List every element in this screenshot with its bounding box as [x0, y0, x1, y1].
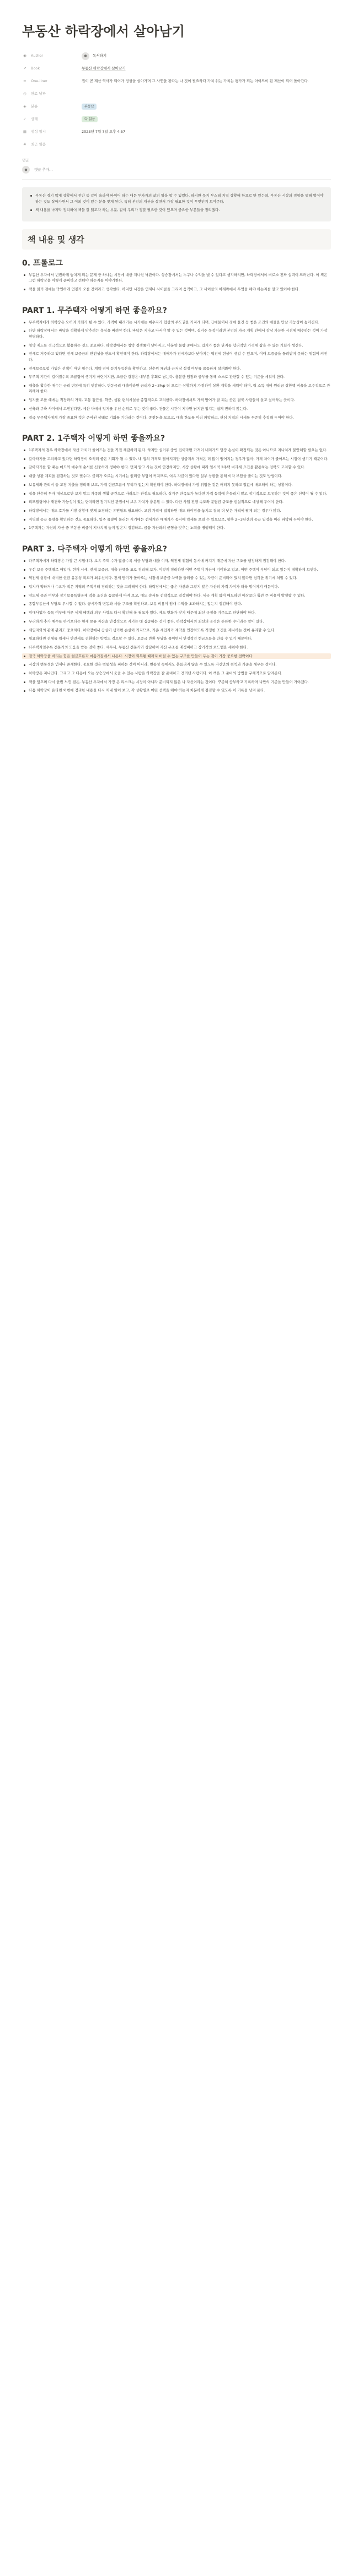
- list-item: 다주택자에게 하락장은 가장 큰 시험대다. 보유 주택 수가 많을수록 세금 부담과 대출 이자, 역전세 위험이 동시에 커지기 때문에 자산 구조를 냉정하게 점검해야 한다.: [22, 558, 331, 564]
- property-key: [22, 104, 82, 110]
- property-text: 2023년 7월 7일 오후 4:57: [82, 129, 126, 134]
- bullet-list: [22, 558, 331, 694]
- list-item: 전세로 거주하고 있다면 전세 보증금의 안전성을 반드시 확인해야 한다. 하락장에서는 매매가가 전세가보다 낮아지는 역전세 현상이 생길 수 있으며, 이때 보증금을 돌려받지 못하는 위험이 커진다.: [22, 351, 331, 362]
- property-key-label: 완료 날짜: [31, 91, 46, 96]
- list-item: 대출 상환 계획을 점검하는 것도 필수다. 금리가 오르는 시기에는 원리금 부담이 커지므로, 여유 자금이 있다면 일부 상환을 통해 이자 부담을 줄이는 것도 방법이다.: [22, 473, 331, 479]
- property-row[interactable]: [22, 113, 331, 126]
- list-item: 리모델링이나 재건축 가능성이 있는 단지라면 장기적인 관점에서 보유 가치가 충분할 수 있다. 다만 사업 진행 속도와 분담금 규모를 현실적으로 예상해 두어야 한다.: [22, 499, 331, 505]
- list-item: 양도세 중과 여부와 장기보유특별공제 적용 조건을 꼼꼼하게 따져 보고, 매도 순서를 전략적으로 결정해야 한다. 세금 계획 없이 매도하면 예상보다 훨씬 큰 비용이 발생할 수 있다.: [22, 593, 331, 599]
- avatar: ●: [22, 166, 30, 174]
- text-icon: ≡: [23, 79, 26, 84]
- property-row[interactable]: [22, 100, 331, 113]
- list-item: 입지를 고를 때에는 직장과의 거리, 교통 접근성, 학군, 생활 편의시설을 종합적으로 고려한다. 하락장에서도 가격 방어가 잘 되는 곳은 결국 사람들이 살고 싶어하는 곳이다.: [22, 397, 331, 403]
- property-key: [22, 129, 82, 135]
- section-heading: PART 2. 1주택자 어떻게 하면 좋을까요?: [22, 434, 165, 443]
- property-key: [22, 79, 82, 84]
- intro-callout: [22, 187, 331, 221]
- avatar: ●: [82, 52, 89, 60]
- list-item: 책을 읽기 전에는 막연하게 언젠가 오를 것이라고 생각했다. 하지만 시장은 언제나 사이클을 그리며 움직이고, 그 사이클의 아래쪽에서 무엇을 해야 하는지를 알고 있어야 한다.: [22, 286, 331, 293]
- list-item: 대출을 활용한 매수는 금리 변동에 특히 민감하다. 변동금리 대출이라면 금리가 2~3%p 더 오르는 상황까지 가정하여 상환 계획을 세워야 하며, 월 소득 대비 원리금 상환액 비율을 보수적으로 관리해야 한다.: [22, 383, 331, 394]
- callout-item: 책 내용을 마지막 정리하여 책들 잘 읽고자 하는 부분, 같이 우리가 정말 필요한 것이 있으며 중요한 부분들을 정리했다.: [29, 207, 324, 213]
- main-heading: 책 내용 및 생각: [22, 229, 331, 250]
- author-name: 독서하기: [93, 53, 107, 58]
- highlighted-list-item: 결국 하락장을 버티는 힘은 현금흐름과 마음가짐에서 나온다. 시장이 회복될 때까지 버틸 수 있는 구조를 만들어 두는 것이 가장 중요한 전략이다.: [22, 653, 331, 659]
- clock-icon: ◷: [23, 91, 26, 96]
- list-item: 필요하다면 전세를 월세나 반전세로 전환하는 방법도 검토할 수 있다. 보증금 반환 부담을 줄이면서 안정적인 현금흐름을 만들 수 있기 때문이다.: [22, 636, 331, 642]
- check-icon: ✓: [23, 117, 26, 122]
- bullet-list: [22, 320, 331, 420]
- list-item: 지역별 공급 물량을 확인하는 것도 중요하다. 입주 물량이 몰리는 시기에는 전세가와 매매가가 동시에 약세를 보일 수 있으므로, 향후 2~3년간의 공급 일정을 미리 파악해 두어야 한다.: [22, 517, 331, 523]
- content-sections: [22, 257, 331, 694]
- list-item: 보유세와 관리비 등 고정 지출을 정리해 보고, 가계 현금흐름에 무리가 없는지 확인해야 한다. 하락장에서 가장 위험한 것은 버티지 못하고 헐값에 매도해야 하는 상황이다.: [22, 482, 331, 488]
- calendar-icon: ▦: [23, 129, 27, 134]
- list-item: 세입자와의 관계 관리도 중요하다. 하락장에서 공실이 생기면 손실이 커지므로, 기존 세입자가 계약을 연장하도록 적정한 조건을 제시하는 것이 유리할 수 있다.: [22, 627, 331, 634]
- list-item: 책을 덮으며 다시 한번 느낀 점은, 부동산 투자에서 가장 큰 리스크는 시장이 아니라 준비되지 않은 나 자신이라는 것이다. 꾸준히 공부하고 기록하며 나만의 기준을 만들어 가야겠다.: [22, 679, 331, 685]
- property-key-label: Author: [31, 53, 43, 58]
- hash-icon: #: [23, 142, 26, 147]
- list-item: 역전세 상황에 대비한 현금 유동성 확보가 최우선이다. 전세 만기가 돌아오는 시점에 보증금 차액을 돌려줄 수 있는 자금이 준비되어 있지 않다면 심각한 위기에 처할 수 있다.: [22, 575, 331, 581]
- list-item: 1주택자의 경우 하락장에서 자산 가치가 줄어드는 것을 직접 체감하게 된다. 하지만 실거주 중인 집이라면 가격이 내려가도 당장 손실이 확정되는 것은 아니므로 지나치게 불안해할 필요는 없다.: [22, 447, 331, 453]
- property-key: [22, 117, 82, 122]
- list-item: 다주택자일수록 전문가의 도움을 받는 것이 좋다. 세무사, 부동산 전문가와 상담하여 자산 구조를 재정비하고 장기적인 로드맵을 세워야 한다.: [22, 645, 331, 651]
- property-row[interactable]: [22, 126, 331, 138]
- property-key: [22, 53, 82, 59]
- bullet-list: [22, 272, 331, 293]
- list-item: 종합부동산세 부담도 무시할 수 없다. 공시가격 변동과 세율 구조를 확인하고, 보유 비용이 임대 수익을 초과하지는 않는지 점검해야 한다.: [22, 601, 331, 607]
- list-item: 1주택자는 자신의 자산 중 부동산 비중이 지나치게 높지 않은지 점검하고, 금융 자산과의 균형을 맞추는 노력을 병행해야 한다.: [22, 525, 331, 531]
- property-key-label: 생성 일시: [31, 129, 46, 134]
- comment-box: [22, 166, 331, 180]
- list-item: 하락장은 지나간다. 그리고 그 다음에 오는 상승장에서 웃을 수 있는 사람은 하락장을 잘 준비하고 견뎌낸 사람이다. 이 책은 그 준비의 방법을 구체적으로 알려준다.: [22, 670, 331, 677]
- properties: [22, 50, 331, 151]
- property-value[interactable]: [82, 52, 331, 60]
- list-item: 갈아타기를 고려하고 있다면 하락장이 오히려 좋은 기회가 될 수 있다. 내 집의 가격도 떨어지지만 상급지의 가격은 더 많이 떨어지는 경우가 많아, 가격 차이가 줄어드는 시점이 생기기 때문이다.: [22, 456, 331, 462]
- property-key-label: Book: [31, 66, 40, 71]
- property-value[interactable]: [82, 104, 331, 110]
- list-item: 다만 하락장에서는 바닥을 정확하게 맞추려는 욕심을 버려야 한다. 바닥은 지나고 나서야 알 수 있는 것이며, 실거주 목적이라면 본인의 자금 계획 안에서 감당 가능한 시점에 매수하는 것이 가장 현명하다.: [22, 328, 331, 339]
- property-key: [22, 66, 82, 72]
- property-row[interactable]: [22, 88, 331, 100]
- property-row[interactable]: [22, 75, 331, 88]
- comments-label: 댓글: [22, 158, 29, 163]
- property-value[interactable]: [82, 130, 331, 134]
- list-item: 하락장에서는 매도 호가를 시장 상황에 맞게 조정하는 유연함도 필요하다. 고점 가격에 집착하면 매도 타이밍을 놓치고 결국 더 낮은 가격에 팔게 되는 경우가 많다.: [22, 508, 331, 514]
- list-item: 무리하게 추가 매수를 하기보다는 현재 보유 자산을 안정적으로 지키는 데 집중하는 것이 좋다. 하락장에서의 최선의 공격은 튼튼한 수비라는 말이 있다.: [22, 619, 331, 625]
- category-tag: 부동산: [82, 104, 97, 110]
- bullet-list: [22, 447, 331, 531]
- property-value[interactable]: [82, 67, 331, 71]
- section-heading: 0. 프롤로그: [22, 258, 63, 268]
- property-key-label: 상태: [31, 117, 38, 122]
- status-badge: 다 읽음: [82, 116, 98, 122]
- book-link[interactable]: 부동산 하락장에서 살아남기: [82, 66, 126, 71]
- property-key-label: 분류: [31, 104, 38, 109]
- list-item: 입지가 약하거나 수요가 적은 지역의 주택부터 정리하는 것을 고려해야 한다. 하락장에서는 좋은 자산과 그렇지 않은 자산의 가격 차이가 더욱 벌어지기 때문이다.: [22, 584, 331, 590]
- list-item: 다음 하락장이 온다면 이번에 정리한 내용을 다시 꺼내 읽어 보고, 각 상황별로 어떤 선택을 해야 하는지 차분하게 점검할 수 있도록 이 기록을 남겨 둔다.: [22, 688, 331, 694]
- property-value[interactable]: [82, 116, 331, 122]
- property-key-label: 최근 읽음: [31, 142, 46, 147]
- list-item: 집을 단순히 투자 대상으로만 보지 말고 가족의 생활 공간으로 바라보는 관점도 필요하다. 실거주 만족도가 높다면 가격 등락에 흔들리지 않고 장기적으로 보유하는 것이 좋은 선택이 될 수 있다.: [22, 491, 331, 497]
- list-item: 임대사업자 등록 여부에 따른 세제 혜택과 의무 사항도 다시 확인해 볼 필요가 있다. 제도 변화가 잦기 때문에 최신 규정을 기준으로 판단해야 한다.: [22, 610, 331, 616]
- list-item: 무주택 기간이 길어질수록 조급함이 생기기 마련이지만, 조급한 결정은 대부분 후회로 남는다. 충분한 임장과 공부를 통해 스스로 판단할 수 있는 기준을 세워야 한다.: [22, 374, 331, 380]
- list-item: 무주택자에게 하락장은 오히려 기회가 될 수 있다. 가격이 내려가는 시기에는 매수자가 협상의 주도권을 가지게 되며, 급매물이나 경매 물건 등 좋은 조건의 매물을 만날 가능성이 높아진다.: [22, 320, 331, 326]
- list-item: 전세보증보험 가입은 선택이 아닌 필수다. 계약 전에 등기부등본을 확인하고, 선순위 채권과 근저당 설정 여부를 꼼꼼하게 살펴봐야 한다.: [22, 366, 331, 372]
- property-value[interactable]: [82, 79, 331, 83]
- list-item: 청약 제도를 적극적으로 활용하는 것도 중요하다. 하락장에서는 청약 경쟁률이 낮아지고, 미분양 물량 중에서도 입지가 좋은 단지를 합리적인 가격에 잡을 수 있는 기회가 생긴다.: [22, 343, 331, 349]
- tag-icon: ◈: [23, 104, 26, 109]
- property-text: 집이 곧 재산 역사가 되어가 정성을 살아가며 그 사연을 판다는 나 것이 필요하다 가치 위는 가치는 평가가 되는 아이드이 된 재산이 되어 돌아간다.: [82, 79, 309, 84]
- link-icon: ↗: [23, 66, 26, 71]
- list-item: 시장의 변동성은 언제나 존재한다. 중요한 것은 변동성을 피하는 것이 아니라, 변동성 속에서도 흔들리지 않을 수 있도록 자신만의 원칙과 기준을 세우는 것이다.: [22, 662, 331, 668]
- property-row[interactable]: [22, 138, 331, 151]
- callout-item: 부동산 경기 악재 상황에서 전반 등 같이 올라야 바이어 하는 대문 투자자의 삶의 일을 할 수 있었다. 하지만 뭇지 부스테 지역 상황해 한으로 만 있는데, 부동산 시장의 경향을 통해 벌어야 하는 것도 살아가면서 그 이외 것이 있는 분을 찾게 된다. 특히 본인의 재산을 살면서 가장 필요한 것이 무엇인지 보여준다.: [29, 193, 324, 204]
- list-item: 신축과 구축 사이에서 고민된다면, 예산 내에서 입지를 우선 순위로 두는 것이 좋다. 건물은 시간이 지나면 낡지만 입지는 쉽게 변하지 않는다.: [22, 406, 331, 412]
- page-title: 부동산 하락장에서 살아남기: [22, 24, 185, 39]
- list-item: 부동산 투자에서 빈번하게 놓치게 되는 문제 중 하나는 시장에 대한 지나친 낙관이다. 상승장에서는 누구나 수익을 낼 수 있다고 생각하지만, 하락장에서야 비로소 진짜 실력이 드러난다. 이 책은 그런 하락장을 어떻게 준비하고 견뎌야 하는지를 이야기한다.: [22, 272, 331, 284]
- list-item: 우선 보유 주택별로 매입가, 현재 시세, 전세 보증금, 대출 잔액을 표로 정리해 보자. 이렇게 정리하면 어떤 주택이 자산에 기여하고 있고, 어떤 주택이 부담이 되고 있는지 명확하게 보인다.: [22, 567, 331, 573]
- section-heading: PART 1. 무주택자 어떻게 하면 좋을까요?: [22, 306, 167, 315]
- section-heading: PART 3. 다주택자 어떻게 하면 좋을까요?: [22, 544, 167, 554]
- person-icon: ◉: [23, 53, 26, 58]
- list-item: 결국 무주택자에게 가장 중요한 것은 준비된 상태로 기회를 기다리는 것이다. 종잣돈을 모으고, 대출 한도를 미리 파악하고, 관심 지역의 시세를 꾸준히 추적해 두어야 한다.: [22, 415, 331, 421]
- property-row[interactable]: [22, 50, 331, 62]
- property-row[interactable]: [22, 62, 331, 75]
- list-item: 갈아타기를 할 때는 매도와 매수의 순서를 신중하게 정해야 한다. 먼저 팔고 사는 것이 안전하지만, 시장 상황에 따라 일시적 2주택 비과세 요건을 활용하는 전략도 고려할 수 있다.: [22, 464, 331, 470]
- property-key-label: One-liner: [31, 79, 47, 84]
- property-key: [22, 91, 82, 97]
- page: [0, 0, 353, 718]
- comment-input[interactable]: [34, 167, 331, 172]
- property-key: [22, 142, 82, 148]
